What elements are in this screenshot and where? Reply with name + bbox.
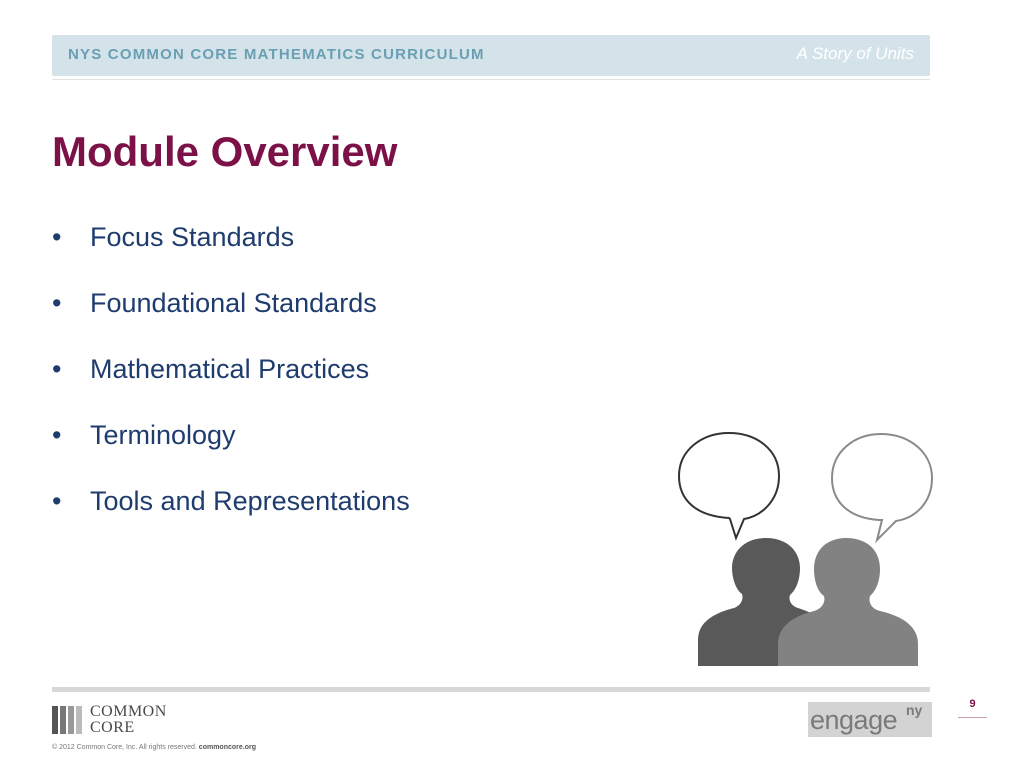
engage-logo-ny: ny [906, 702, 923, 718]
bullet-text: Foundational Standards [90, 288, 377, 318]
slide-title: Module Overview [52, 128, 398, 175]
two-people-speech-bubbles-icon [674, 430, 936, 670]
bullet-list [52, 222, 410, 552]
person-right-icon [778, 538, 918, 666]
speech-bubble-left-icon [679, 433, 779, 538]
bullet-text: Tools and Representations [90, 486, 410, 516]
header-divider [52, 79, 930, 80]
copyright-notice [52, 744, 256, 751]
bullet-item [52, 354, 410, 420]
common-core-logo-line2: CORE [90, 719, 135, 736]
story-of-units-label: A Story of Units [796, 44, 914, 63]
bullet-item [52, 486, 410, 552]
bullet-item [52, 222, 410, 288]
footer-divider [52, 687, 930, 692]
bullet-marker: • [52, 420, 62, 450]
common-core-logo [52, 703, 192, 737]
bullet-item [52, 420, 410, 486]
engage-logo-word: engage [810, 705, 898, 735]
bullet-marker: • [52, 486, 62, 516]
bullet-text: Focus Standards [90, 222, 295, 252]
common-core-logo-line1: COMMON [90, 703, 167, 720]
curriculum-title: NYS COMMON CORE MATHEMATICS CURRICULUM [68, 46, 485, 63]
bullet-marker: • [52, 354, 62, 384]
copyright-text: © 2012 Common Core, Inc. All rights reserved. [52, 744, 197, 751]
commoncore-link[interactable]: commoncore.org [198, 744, 256, 751]
speech-bubble-right-icon [832, 434, 932, 540]
bullet-text: Mathematical Practices [90, 354, 370, 384]
bullet-marker: • [52, 288, 62, 318]
bullet-item [52, 288, 410, 354]
engageny-logo [808, 702, 932, 737]
header-bar [52, 35, 930, 76]
bullet-text: Terminology [90, 420, 236, 450]
common-core-bars-icon [52, 706, 84, 734]
bullet-marker: • [52, 222, 62, 252]
page-number-underline [958, 717, 987, 718]
page-number: 9 [969, 698, 976, 710]
